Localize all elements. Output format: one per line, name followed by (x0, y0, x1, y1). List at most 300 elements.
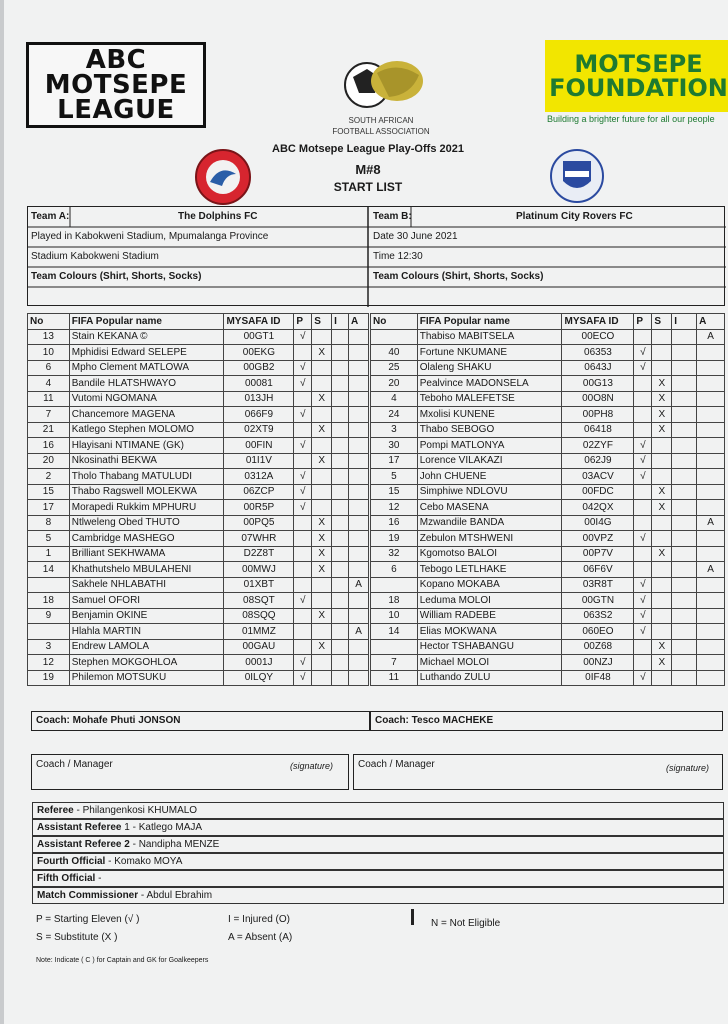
player-number: 8 (28, 515, 70, 531)
absent-mark (349, 376, 369, 392)
absent-mark (349, 329, 369, 345)
official-role: Assistant Referee 2 (37, 839, 130, 850)
mysafa-id: 07WHR (224, 531, 294, 547)
injured-mark (332, 608, 349, 624)
mysafa-id: 00081 (224, 376, 294, 392)
starting-mark: √ (634, 345, 652, 361)
substitute-mark: X (312, 453, 332, 469)
starting-mark: √ (294, 500, 312, 516)
starting-mark (634, 655, 652, 671)
mysafa-id: 02ZYF (562, 438, 634, 454)
table-row (28, 639, 369, 655)
injured-mark (332, 345, 349, 361)
starting-mark: √ (634, 438, 652, 454)
mysafa-id: 01I1V (224, 453, 294, 469)
starting-mark: √ (634, 453, 652, 469)
player-number: 17 (371, 453, 418, 469)
table-row (371, 484, 725, 500)
player-number: 24 (371, 407, 418, 423)
table-row (28, 608, 369, 624)
player-name: Hlahla MARTIN (69, 624, 224, 640)
substitute-mark (312, 577, 332, 593)
player-name: Kopano MOKABA (417, 577, 562, 593)
injured-mark (672, 407, 697, 423)
player-name: Cambridge MASHEGO (69, 531, 224, 547)
official-name: - Abdul Ebrahim (138, 890, 213, 901)
injured-mark (332, 407, 349, 423)
player-name: Thabo Ragswell MOLEKWA (69, 484, 224, 500)
absent-mark (697, 546, 725, 562)
substitute-mark: X (312, 608, 332, 624)
table-header-row (371, 314, 725, 330)
starting-mark: √ (634, 469, 652, 485)
signature-hint: (signature) (666, 763, 710, 773)
table-row (28, 407, 369, 423)
player-name: Philemon MOTSUKU (69, 670, 224, 686)
mysafa-id: 00G13 (562, 376, 634, 392)
injured-mark (672, 624, 697, 640)
safa-text-1: SOUTH AFRICAN (348, 116, 414, 125)
absent-mark (349, 546, 369, 562)
absent-mark (349, 500, 369, 516)
injured-mark (332, 562, 349, 578)
player-number: 19 (28, 670, 70, 686)
player-name: Fortune NKUMANE (417, 345, 562, 361)
safa-ball-icon (333, 55, 429, 109)
starting-mark (294, 345, 312, 361)
mysafa-id: 08SQT (224, 593, 294, 609)
table-row (371, 376, 725, 392)
substitute-mark (652, 360, 672, 376)
injured-mark (672, 329, 697, 345)
absent-mark: A (349, 577, 369, 593)
starting-mark (634, 391, 652, 407)
table-row (28, 391, 369, 407)
player-name: Khathutshelo MBULAHENI (69, 562, 224, 578)
starting-mark (634, 484, 652, 500)
table-row (371, 593, 725, 609)
player-number: 32 (371, 546, 418, 562)
table-row (28, 438, 369, 454)
player-number (371, 639, 418, 655)
player-number: 10 (28, 345, 70, 361)
player-number: 7 (371, 655, 418, 671)
injured-mark (332, 670, 349, 686)
player-number: 12 (371, 500, 418, 516)
substitute-mark (312, 624, 332, 640)
absent-mark: A (349, 624, 369, 640)
team-a-label: Team A: (31, 211, 70, 222)
injured-mark (672, 562, 697, 578)
player-name: Morapedi Rukkim MPHURU (69, 500, 224, 516)
player-number: 14 (371, 624, 418, 640)
player-number: 12 (28, 655, 70, 671)
starting-mark (634, 407, 652, 423)
player-name: Hector TSHABANGU (417, 639, 562, 655)
match-info-box (27, 206, 725, 306)
col-i: I (672, 314, 697, 330)
mysafa-id: 063S2 (562, 608, 634, 624)
player-name: Elias MOKWANA (417, 624, 562, 640)
injured-mark (672, 608, 697, 624)
team-a-roster-table (27, 313, 369, 686)
table-row (28, 624, 369, 640)
injured-mark (672, 531, 697, 547)
player-number: 40 (371, 345, 418, 361)
player-number: 11 (371, 670, 418, 686)
substitute-mark: X (312, 562, 332, 578)
table-row (28, 655, 369, 671)
table-row (371, 453, 725, 469)
player-name: Pealvince MADONSELA (417, 376, 562, 392)
player-name: Zebulon MTSHWENI (417, 531, 562, 547)
absent-mark (349, 639, 369, 655)
not-eligible-marker (411, 909, 414, 925)
starting-mark: √ (634, 593, 652, 609)
col-p: P (294, 314, 312, 330)
player-number: 3 (371, 422, 418, 438)
starting-mark (634, 422, 652, 438)
mysafa-id: 00FDC (562, 484, 634, 500)
safa-text-2: FOOTBALL ASSOCIATION (332, 127, 430, 136)
substitute-mark: X (652, 422, 672, 438)
player-number: 15 (28, 484, 70, 500)
player-name: Leduma MOLOI (417, 593, 562, 609)
official-name: - Komako MOYA (105, 856, 183, 867)
mysafa-id: 03ACV (562, 469, 634, 485)
mysafa-id: 00O8N (562, 391, 634, 407)
player-name: Michael MOLOI (417, 655, 562, 671)
absent-mark (349, 438, 369, 454)
logo-line: MOTSEPE (44, 69, 188, 100)
player-name: Stephen MOKGOHLOA (69, 655, 224, 671)
table-row (371, 577, 725, 593)
official-row (32, 887, 724, 904)
substitute-mark (312, 484, 332, 500)
mysafa-id: 02XT9 (224, 422, 294, 438)
absent-mark (349, 360, 369, 376)
official-role: Referee (37, 805, 74, 816)
starting-mark (634, 329, 652, 345)
player-name: John CHUENE (417, 469, 562, 485)
team-a-signature-box (31, 754, 349, 790)
table-row (28, 360, 369, 376)
starting-mark (294, 624, 312, 640)
table-row (28, 515, 369, 531)
player-number: 9 (28, 608, 70, 624)
substitute-mark: X (312, 391, 332, 407)
player-name: Lorence VILAKAZI (417, 453, 562, 469)
player-name: Hlayisani NTIMANE (GK) (69, 438, 224, 454)
absent-mark (697, 500, 725, 516)
player-number (28, 577, 70, 593)
table-row (28, 670, 369, 686)
substitute-mark (652, 515, 672, 531)
mysafa-id: 06F6V (562, 562, 634, 578)
table-row (371, 562, 725, 578)
player-number: 6 (28, 360, 70, 376)
kickoff-time: Time 12:30 (373, 251, 423, 262)
player-name: Mxolisi KUNENE (417, 407, 562, 423)
injured-mark (672, 577, 697, 593)
player-number: 16 (371, 515, 418, 531)
absent-mark (349, 422, 369, 438)
absent-mark (697, 438, 725, 454)
mysafa-id: 00FIN (224, 438, 294, 454)
player-name: Luthando ZULU (417, 670, 562, 686)
team-b-coach: Coach: Tesco MACHEKE (375, 715, 494, 726)
absent-mark (349, 453, 369, 469)
mysafa-id: 06353 (562, 345, 634, 361)
starting-mark: √ (294, 593, 312, 609)
mysafa-id: D2Z8T (224, 546, 294, 562)
mysafa-id: 00ECO (562, 329, 634, 345)
absent-mark (697, 469, 725, 485)
starting-mark (634, 515, 652, 531)
substitute-mark (312, 469, 332, 485)
player-number: 20 (371, 376, 418, 392)
absent-mark (697, 593, 725, 609)
substitute-mark: X (652, 391, 672, 407)
col-no: No (371, 314, 418, 330)
player-number: 3 (28, 639, 70, 655)
col-mysafa-id: MYSAFA ID (562, 314, 634, 330)
injured-mark (672, 422, 697, 438)
substitute-mark (652, 329, 672, 345)
player-name: Bandile HLATSHWAYO (69, 376, 224, 392)
mysafa-id: 06418 (562, 422, 634, 438)
table-row (371, 345, 725, 361)
injured-mark (332, 515, 349, 531)
safa-logo (326, 55, 436, 135)
player-number: 16 (28, 438, 70, 454)
player-number: 4 (371, 391, 418, 407)
logo-line: MOTSEPE (574, 50, 703, 78)
mysafa-id: 00R5P (224, 500, 294, 516)
official-row (32, 836, 724, 853)
player-number: 11 (28, 391, 70, 407)
substitute-mark (652, 577, 672, 593)
substitute-mark (652, 438, 672, 454)
mysafa-id: 00VPZ (562, 531, 634, 547)
official-row (32, 802, 724, 819)
starting-mark: √ (634, 531, 652, 547)
col-s: S (652, 314, 672, 330)
col-no: No (28, 314, 70, 330)
player-name: Pompi MATLONYA (417, 438, 562, 454)
substitute-mark (652, 453, 672, 469)
absent-mark (349, 531, 369, 547)
logo-line: FOUNDATION (549, 74, 728, 102)
legend-not-eligible: N = Not Eligible (431, 918, 501, 929)
player-number (371, 329, 418, 345)
player-number: 10 (371, 608, 418, 624)
table-row (371, 531, 725, 547)
injured-mark (332, 360, 349, 376)
player-name: Tebogo LETLHAKE (417, 562, 562, 578)
foundation-tagline: Building a brighter future for all our people (547, 114, 715, 124)
substitute-mark (312, 376, 332, 392)
substitute-mark: X (312, 546, 332, 562)
team-b-roster-table (370, 313, 725, 686)
official-name: - (95, 873, 102, 884)
player-name: Kgomotso BALOI (417, 546, 562, 562)
player-name: Katlego Stephen MOLOMO (69, 422, 224, 438)
starting-mark (294, 546, 312, 562)
player-number: 21 (28, 422, 70, 438)
substitute-mark (652, 608, 672, 624)
player-number: 4 (28, 376, 70, 392)
starting-mark: √ (294, 469, 312, 485)
starting-mark (634, 376, 652, 392)
mysafa-id: 00PQ5 (224, 515, 294, 531)
absent-mark (349, 670, 369, 686)
injured-mark (332, 484, 349, 500)
absent-mark (349, 469, 369, 485)
table-row (371, 639, 725, 655)
team-b-colours: Team Colours (Shirt, Shorts, Socks) (373, 271, 544, 282)
substitute-mark (652, 562, 672, 578)
legend-absent: A = Absent (A) (228, 932, 293, 943)
mysafa-id: 00NZJ (562, 655, 634, 671)
substitute-mark: X (652, 500, 672, 516)
player-name: Stain KEKANA © (69, 329, 224, 345)
table-row (28, 422, 369, 438)
logo-line: LEAGUE (57, 94, 175, 125)
mysafa-id: 0001J (224, 655, 294, 671)
table-row (371, 422, 725, 438)
legend-starting: P = Starting Eleven (√ ) (36, 914, 140, 925)
table-row (371, 608, 725, 624)
table-header-row (28, 314, 369, 330)
mysafa-id: 066F9 (224, 407, 294, 423)
injured-mark (672, 500, 697, 516)
starting-mark (634, 500, 652, 516)
team-a-colours: Team Colours (Shirt, Shorts, Socks) (31, 271, 202, 282)
absent-mark (349, 593, 369, 609)
substitute-mark: X (312, 345, 332, 361)
signature-label: Coach / Manager (36, 759, 113, 770)
legend-substitute: S = Substitute (X ) (36, 932, 118, 943)
official-role: Assistant Referee (37, 822, 122, 833)
motsepe-foundation-logo (545, 40, 728, 112)
substitute-mark (312, 500, 332, 516)
absent-mark: A (697, 562, 725, 578)
player-number: 18 (28, 593, 70, 609)
team-a-coach: Coach: Mohafe Phuti JONSON (36, 715, 181, 726)
starting-mark (294, 562, 312, 578)
absent-mark (697, 670, 725, 686)
table-row (28, 577, 369, 593)
player-number: 5 (28, 531, 70, 547)
mysafa-id: 00GTN (562, 593, 634, 609)
substitute-mark (652, 345, 672, 361)
injured-mark (332, 577, 349, 593)
starting-mark (634, 639, 652, 655)
signature-hint: (signature) (290, 761, 334, 771)
starting-mark: √ (294, 655, 312, 671)
substitute-mark (652, 469, 672, 485)
starting-mark: √ (634, 360, 652, 376)
absent-mark (349, 515, 369, 531)
substitute-mark: X (652, 484, 672, 500)
match-number: M#8 (355, 162, 381, 177)
official-name: - Philangenkosi KHUMALO (73, 805, 198, 816)
table-row (371, 360, 725, 376)
absent-mark (697, 407, 725, 423)
injured-mark (332, 391, 349, 407)
injured-mark (332, 624, 349, 640)
mysafa-id: 0643J (562, 360, 634, 376)
col-name: FIFA Popular name (69, 314, 224, 330)
table-row (28, 345, 369, 361)
player-name: Benjamin OKINE (69, 608, 224, 624)
table-row (371, 655, 725, 671)
official-role: Fifth Official (37, 873, 96, 884)
absent-mark (697, 639, 725, 655)
logo-line: ABC (85, 44, 147, 75)
injured-mark (332, 438, 349, 454)
starting-mark (294, 639, 312, 655)
starting-mark (634, 562, 652, 578)
starting-mark (294, 422, 312, 438)
table-row (28, 453, 369, 469)
starting-mark: √ (294, 360, 312, 376)
injured-mark (672, 453, 697, 469)
player-number: 17 (28, 500, 70, 516)
injured-mark (672, 376, 697, 392)
player-number (371, 577, 418, 593)
player-number: 14 (28, 562, 70, 578)
player-name: Olaleng SHAKU (417, 360, 562, 376)
injured-mark (672, 515, 697, 531)
player-number: 20 (28, 453, 70, 469)
mysafa-id: 013JH (224, 391, 294, 407)
absent-mark (697, 422, 725, 438)
player-number (28, 624, 70, 640)
player-name: William RADEBE (417, 608, 562, 624)
player-name: Simphiwe NDLOVU (417, 484, 562, 500)
injured-mark (672, 484, 697, 500)
injured-mark (332, 376, 349, 392)
table-row (28, 500, 369, 516)
player-name: Thabo SEBOGO (417, 422, 562, 438)
mysafa-id: 00PH8 (562, 407, 634, 423)
absent-mark: A (697, 329, 725, 345)
absent-mark (349, 391, 369, 407)
mysafa-id: 03R8T (562, 577, 634, 593)
team-b-signature-box (353, 754, 723, 790)
starting-mark: √ (294, 407, 312, 423)
player-name: Teboho MALEFETSE (417, 391, 562, 407)
injured-mark (672, 360, 697, 376)
starting-mark (294, 531, 312, 547)
player-number: 13 (28, 329, 70, 345)
mysafa-id: 08SQQ (224, 608, 294, 624)
mysafa-id: 0IF48 (562, 670, 634, 686)
player-name: Brilliant SEKHWAMA (69, 546, 224, 562)
table-row (371, 469, 725, 485)
absent-mark (697, 453, 725, 469)
substitute-mark (652, 670, 672, 686)
table-row (28, 531, 369, 547)
mysafa-id: 00GB2 (224, 360, 294, 376)
absent-mark (697, 608, 725, 624)
player-name: Nkosinathi BEKWA (69, 453, 224, 469)
official-name: 1 - Katlego MAJA (121, 822, 203, 833)
table-row (28, 376, 369, 392)
absent-mark: A (697, 515, 725, 531)
